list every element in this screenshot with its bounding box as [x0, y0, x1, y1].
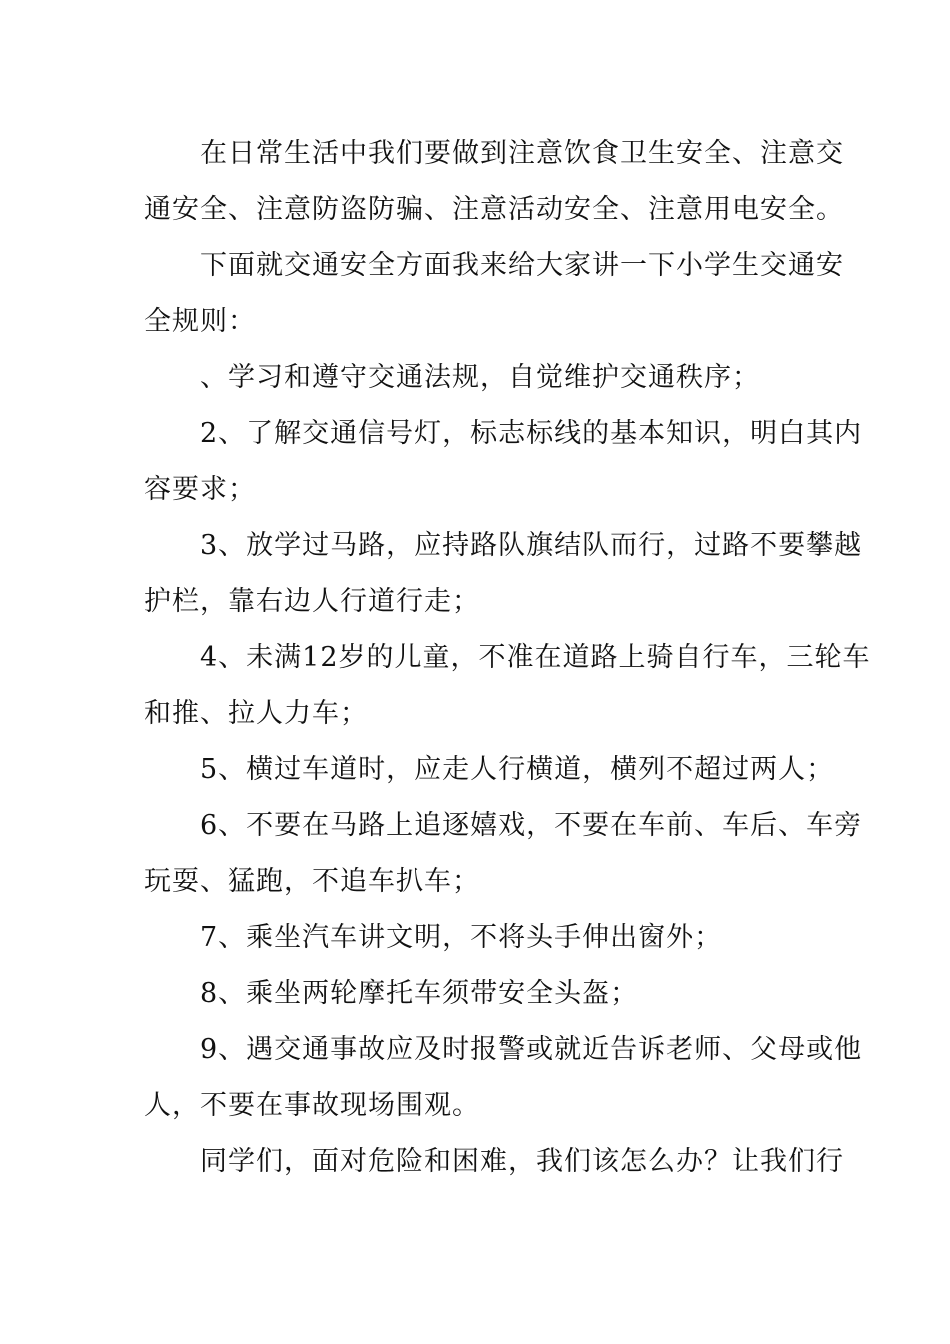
text-line: 8、乘坐两轮摩托车须带安全头盔； — [200, 978, 639, 1009]
paragraph — [144, 1022, 863, 1134]
paragraph — [144, 350, 808, 406]
paragraph — [144, 910, 808, 966]
text-line: 下面就交通安全方面我来给大家讲一下小学生交通安 — [200, 250, 844, 281]
text-line: 6、不要在马路上追逐嬉戏，不要在车前、车后、车旁 — [200, 810, 863, 841]
paragraph — [144, 630, 871, 742]
paragraph — [144, 1134, 844, 1190]
document-body — [144, 126, 871, 1190]
text-line: 容要求； — [144, 474, 256, 505]
text-line: 护栏，靠右边人行道行走； — [144, 586, 480, 617]
paragraph — [144, 518, 863, 630]
text-line: 人，不要在事故现场围观。 — [144, 1090, 480, 1121]
text-line: 3、放学过马路，应持路队旗结队而行，过路不要攀越 — [200, 530, 863, 561]
paragraph — [144, 406, 863, 518]
text-line: 5、横过车道时，应走人行横道，横列不超过两人； — [200, 754, 835, 785]
paragraph — [144, 742, 835, 798]
text-line: 和推、拉人力车； — [144, 698, 368, 729]
text-line: 同学们，面对危险和困难，我们该怎么办？让我们行 — [200, 1146, 844, 1177]
paragraph — [144, 238, 844, 350]
text-line: 4、未满12岁的儿童，不准在道路上骑自行车，三轮车 — [200, 642, 871, 673]
paragraph — [144, 126, 844, 238]
text-line: 通安全、注意防盗防骗、注意活动安全、注意用电安全。 — [144, 194, 844, 225]
text-line: 在日常生活中我们要做到注意饮食卫生安全、注意交 — [200, 138, 844, 169]
text-line: 2、了解交通信号灯，标志标线的基本知识，明白其内 — [200, 418, 863, 449]
text-line: 全规则： — [144, 306, 256, 337]
text-line: 、学习和遵守交通法规，自觉维护交通秩序； — [200, 362, 760, 393]
text-line: 玩耍、猛跑，不追车扒车； — [144, 866, 480, 897]
text-line: 9、遇交通事故应及时报警或就近告诉老师、父母或他 — [200, 1034, 863, 1065]
paragraph — [144, 966, 808, 1022]
text-line: 7、乘坐汽车讲文明，不将头手伸出窗外； — [200, 922, 723, 953]
paragraph — [144, 798, 863, 910]
